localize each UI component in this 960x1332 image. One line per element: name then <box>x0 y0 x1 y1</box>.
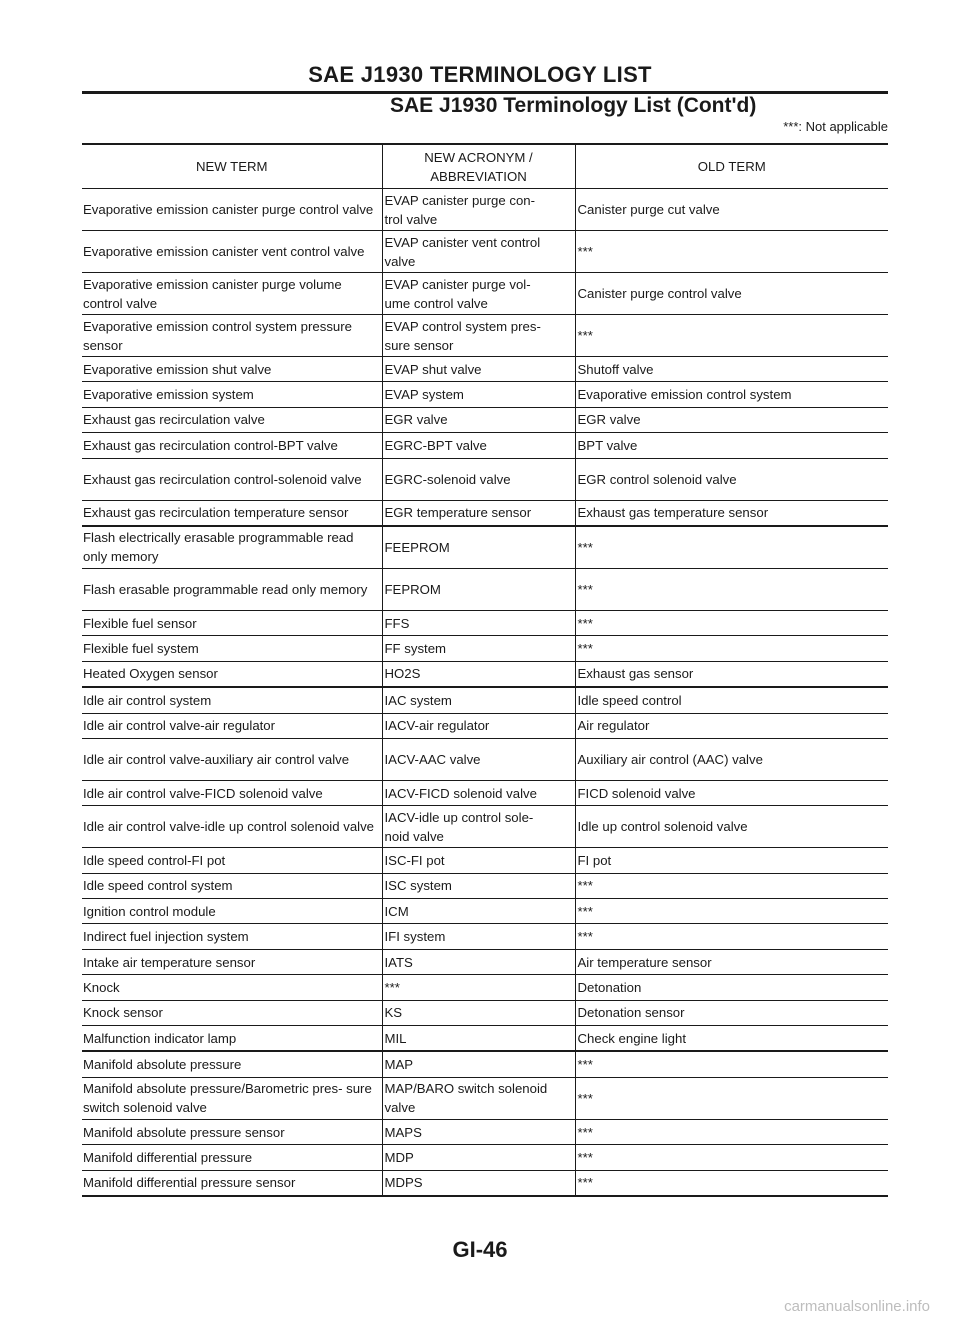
table-row <box>82 458 888 500</box>
acronym-cell: FEPROM <box>382 568 575 610</box>
old-term-cell: Evaporative emission control system <box>575 382 888 407</box>
old-term-cell: Idle up control solenoid valve <box>575 806 888 848</box>
old-term-cell: *** <box>575 568 888 610</box>
old-term-cell: Shutoff valve <box>575 357 888 382</box>
acronym-cell: IATS <box>382 949 575 974</box>
table-row <box>82 407 888 432</box>
old-term-cell: Idle speed control <box>575 687 888 713</box>
term-cell: Exhaust gas recirculation valve <box>82 407 382 432</box>
term-cell: Exhaust gas recirculation temperature sensor <box>82 500 382 526</box>
old-term-cell: EGR control solenoid valve <box>575 458 888 500</box>
acronym-cell: MDPS <box>382 1170 575 1196</box>
term-cell: Idle air control system <box>82 687 382 713</box>
table-row <box>82 357 888 382</box>
table-row <box>82 661 888 687</box>
table-row <box>82 1051 888 1077</box>
column-header-old-term: OLD TERM <box>575 144 888 189</box>
term-cell: Malfunction indicator lamp <box>82 1026 382 1052</box>
term-cell: Exhaust gas recirculation control-BPT valve <box>82 433 382 458</box>
acronym-cell: FEEPROM <box>382 526 575 569</box>
term-cell: Evaporative emission control system pressure sensor <box>82 315 382 357</box>
acronym-cell: IACV-air regulator <box>382 713 575 738</box>
terminology-table <box>82 143 888 1197</box>
acronym-cell: MDP <box>382 1145 575 1170</box>
acronym-cell: EVAP canister purge con- trol valve <box>382 189 575 231</box>
term-cell: Manifold absolute pressure sensor <box>82 1119 382 1144</box>
term-cell: Idle air control valve-idle up control solenoid valve <box>82 806 382 848</box>
table-row <box>82 1026 888 1052</box>
acronym-cell: EVAP canister vent control valve <box>382 231 575 273</box>
watermark: carmanualsonline.info <box>784 1298 930 1315</box>
old-term-cell: *** <box>575 610 888 635</box>
table-row <box>82 1145 888 1170</box>
column-header-new-acronym: NEW ACRONYM / ABBREVIATION <box>382 144 575 189</box>
old-term-cell: Air regulator <box>575 713 888 738</box>
old-term-cell: *** <box>575 1051 888 1077</box>
table-row <box>82 273 888 315</box>
table-row <box>82 568 888 610</box>
term-cell: Indirect fuel injection system <box>82 924 382 949</box>
page-title: SAE J1930 TERMINOLOGY LIST <box>308 62 652 87</box>
old-term-cell: Canister purge cut valve <box>575 189 888 231</box>
term-cell: Idle air control valve-air regulator <box>82 713 382 738</box>
acronym-cell: IACV-idle up control sole- noid valve <box>382 806 575 848</box>
acronym-cell: FF system <box>382 636 575 661</box>
table-row <box>82 636 888 661</box>
old-term-cell: *** <box>575 1170 888 1196</box>
acronym-cell: *** <box>382 975 575 1000</box>
acronym-cell: KS <box>382 1000 575 1025</box>
old-term-cell: Air temperature sensor <box>575 949 888 974</box>
table-row <box>82 848 888 873</box>
term-cell: Idle speed control-FI pot <box>82 848 382 873</box>
term-cell: Heated Oxygen sensor <box>82 661 382 687</box>
term-cell: Manifold absolute pressure/Barometric pres- sure switch solenoid valve <box>82 1077 382 1119</box>
term-cell: Manifold differential pressure sensor <box>82 1170 382 1196</box>
term-cell: Idle air control valve-FICD solenoid valve <box>82 780 382 805</box>
acronym-cell: EVAP shut valve <box>382 357 575 382</box>
term-cell: Flexible fuel system <box>82 636 382 661</box>
table-row <box>82 806 888 848</box>
page-number: GI-46 <box>452 1237 508 1262</box>
acronym-cell: MAPS <box>382 1119 575 1144</box>
term-cell: Flash erasable programmable read only memory <box>82 568 382 610</box>
acronym-cell: MAP/BARO switch solenoid valve <box>382 1077 575 1119</box>
table-row <box>82 899 888 924</box>
table-row <box>82 526 888 569</box>
acronym-cell: EVAP system <box>382 382 575 407</box>
old-term-cell: FI pot <box>575 848 888 873</box>
term-cell: Evaporative emission shut valve <box>82 357 382 382</box>
table-row <box>82 1000 888 1025</box>
table-row <box>82 315 888 357</box>
table-row <box>82 738 888 780</box>
page-subtitle: SAE J1930 Terminology List (Cont'd) <box>390 94 757 117</box>
acronym-cell: EGR temperature sensor <box>382 500 575 526</box>
old-term-cell: BPT valve <box>575 433 888 458</box>
term-cell: Exhaust gas recirculation control-solenoid valve <box>82 458 382 500</box>
old-term-cell: *** <box>575 924 888 949</box>
term-cell: Idle air control valve-auxiliary air control valve <box>82 738 382 780</box>
term-cell: Manifold differential pressure <box>82 1145 382 1170</box>
table-row <box>82 924 888 949</box>
table-row <box>82 231 888 273</box>
table-row <box>82 189 888 231</box>
term-cell: Manifold absolute pressure <box>82 1051 382 1077</box>
term-cell: Knock <box>82 975 382 1000</box>
table-row <box>82 949 888 974</box>
old-term-cell: *** <box>575 899 888 924</box>
term-cell: Intake air temperature sensor <box>82 949 382 974</box>
old-term-cell: *** <box>575 1145 888 1170</box>
acronym-cell: EVAP control system pres- sure sensor <box>382 315 575 357</box>
table-row <box>82 1119 888 1144</box>
old-term-cell: Detonation <box>575 975 888 1000</box>
old-term-cell: Check engine light <box>575 1026 888 1052</box>
old-term-cell: Detonation sensor <box>575 1000 888 1025</box>
old-term-cell: *** <box>575 1077 888 1119</box>
table-row <box>82 382 888 407</box>
old-term-cell: *** <box>575 1119 888 1144</box>
old-term-cell: *** <box>575 231 888 273</box>
old-term-cell: *** <box>575 873 888 898</box>
old-term-cell: Exhaust gas sensor <box>575 661 888 687</box>
term-cell: Evaporative emission canister vent control valve <box>82 231 382 273</box>
acronym-cell: HO2S <box>382 661 575 687</box>
term-cell: Flexible fuel sensor <box>82 610 382 635</box>
term-cell: Evaporative emission canister purge control valve <box>82 189 382 231</box>
term-cell: Knock sensor <box>82 1000 382 1025</box>
acronym-cell: IACV-AAC valve <box>382 738 575 780</box>
old-term-cell: *** <box>575 526 888 569</box>
acronym-cell: EVAP canister purge vol- ume control valve <box>382 273 575 315</box>
acronym-cell: IACV-FICD solenoid valve <box>382 780 575 805</box>
old-term-cell: *** <box>575 315 888 357</box>
term-cell: Ignition control module <box>82 899 382 924</box>
column-header-new-term: NEW TERM <box>82 144 382 189</box>
table-row <box>82 873 888 898</box>
not-applicable-note: ***: Not applicable <box>783 119 888 134</box>
old-term-cell: FICD solenoid valve <box>575 780 888 805</box>
old-term-cell: Auxiliary air control (AAC) valve <box>575 738 888 780</box>
acronym-cell: FFS <box>382 610 575 635</box>
acronym-cell: IFI system <box>382 924 575 949</box>
table-row <box>82 713 888 738</box>
table-header-row <box>82 144 888 189</box>
acronym-cell: ICM <box>382 899 575 924</box>
acronym-cell: EGRC-BPT valve <box>382 433 575 458</box>
old-term-cell: Canister purge control valve <box>575 273 888 315</box>
acronym-cell: EGRC-solenoid valve <box>382 458 575 500</box>
table-row <box>82 610 888 635</box>
term-cell: Evaporative emission canister purge volume control valve <box>82 273 382 315</box>
table-row <box>82 500 888 526</box>
old-term-cell: *** <box>575 636 888 661</box>
term-cell: Evaporative emission system <box>82 382 382 407</box>
old-term-cell: Exhaust gas temperature sensor <box>575 500 888 526</box>
table-row <box>82 687 888 713</box>
table-row <box>82 1077 888 1119</box>
acronym-cell: MIL <box>382 1026 575 1052</box>
table-row <box>82 780 888 805</box>
table-row <box>82 975 888 1000</box>
table-row <box>82 433 888 458</box>
acronym-cell: MAP <box>382 1051 575 1077</box>
table-row <box>82 1170 888 1196</box>
old-term-cell: EGR valve <box>575 407 888 432</box>
acronym-cell: ISC system <box>382 873 575 898</box>
term-cell: Flash electrically erasable programmable read only memory <box>82 526 382 569</box>
acronym-cell: IAC system <box>382 687 575 713</box>
acronym-cell: EGR valve <box>382 407 575 432</box>
acronym-cell: ISC-FI pot <box>382 848 575 873</box>
term-cell: Idle speed control system <box>82 873 382 898</box>
